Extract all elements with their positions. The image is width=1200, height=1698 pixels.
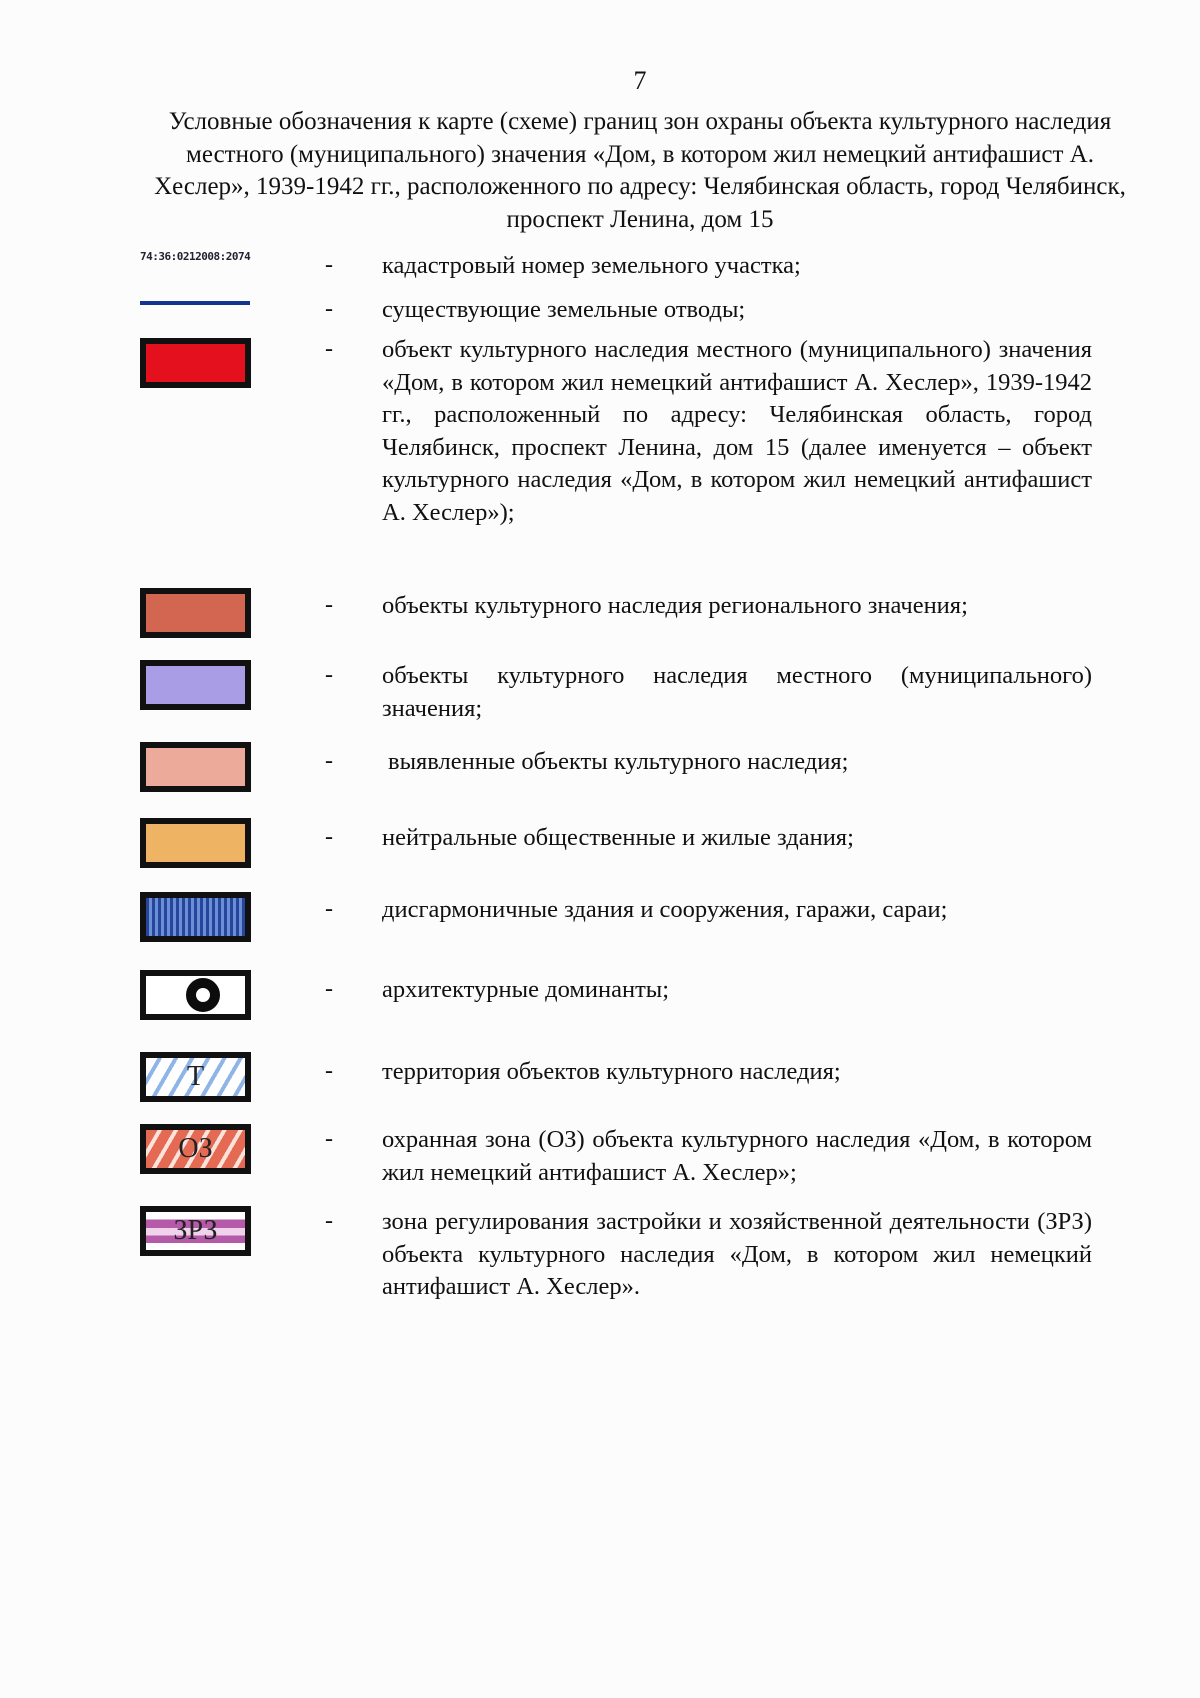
- legend-text-land-allotments: существующие земельные отводы;: [382, 296, 746, 323]
- legend-dash: -: [325, 1126, 333, 1152]
- legend-dash: -: [325, 252, 333, 278]
- legend-text-dominants: архитектурные доминанты;: [382, 976, 670, 1003]
- legend-row-territory: [140, 1052, 1140, 1102]
- revealed-heritage-swatch: [140, 742, 251, 792]
- legend-text-disharmonious: дисгармоничные здания и сооружения, гаражи, сараи;: [382, 896, 948, 923]
- legend-row-disharmonious: [140, 892, 1140, 942]
- legend-dash: -: [325, 748, 333, 774]
- legend-dash: -: [325, 592, 333, 618]
- municipal-heritage-swatch: [140, 660, 251, 710]
- disharmonious-buildings-swatch: [140, 892, 251, 942]
- territory-swatch: [140, 1052, 251, 1102]
- legend-row-dominants: [140, 970, 1140, 1020]
- legend-dash: -: [325, 1058, 333, 1084]
- legend-row-heritage-object: [140, 328, 1140, 526]
- neutral-buildings-swatch: [140, 818, 251, 868]
- legend-text-neutral: нейтральные общественные и жилые здания;: [382, 824, 854, 851]
- legend-text-regional: объекты культурного наследия регионального значения;: [382, 592, 968, 619]
- legend-dash: -: [325, 336, 333, 362]
- legend-dash: -: [325, 976, 333, 1002]
- regulation-zone-swatch: [140, 1206, 251, 1256]
- legend-text-territory: территория объектов культурного наследия;: [382, 1058, 841, 1085]
- territory-label: Т: [186, 1061, 205, 1092]
- legend-text-regulation-zone: зона регулирования застройки и хозяйственной деятельности (ЗРЗ) объекта культурного наследия «Дом, в котором жил немецкий антифашист А. Хеслер».: [382, 1208, 1092, 1300]
- protection-zone-swatch: [140, 1124, 251, 1174]
- legend-dash: -: [325, 662, 333, 688]
- legend-dash: -: [325, 1208, 333, 1234]
- legend-dash: -: [325, 896, 333, 922]
- regulation-zone-label: ЗРЗ: [173, 1215, 218, 1246]
- legend-row-municipal: [140, 656, 1140, 722]
- land-allotment-line-symbol: [140, 301, 250, 305]
- legend-row-neutral: [140, 818, 1140, 868]
- legend-dash: -: [325, 824, 333, 850]
- legend-text-revealed: выявленные объекты культурного наследия;: [388, 748, 849, 775]
- heritage-object-swatch: [140, 338, 251, 388]
- cadastral-number-symbol: 74:36:0212008:2074: [140, 250, 251, 263]
- legend-text-municipal: объекты культурного наследия местного (муниципального) значения;: [382, 662, 1092, 722]
- legend-row-regulation-zone: [140, 1206, 1140, 1300]
- regional-heritage-swatch: [140, 588, 251, 638]
- page-title: Условные обозначения к карте (схеме) границ зон охраны объекта культурного наследия местного (муниципального) значения «Дом, в котором жил немецкий антифашист А. Хеслер», 1939-1942 гг., расположенного по адресу: Челябинская область, город Челябинск, проспект Ленина, дом 15: [154, 108, 1126, 233]
- architectural-dominant-swatch: [140, 970, 251, 1020]
- legend-row-protection-zone: [140, 1122, 1140, 1186]
- legend-text-cadastral: кадастровый номер земельного участка;: [382, 252, 801, 279]
- legend-row-regional: [140, 588, 1140, 638]
- legend-text-heritage-object: объект культурного наследия местного (муниципального) значения «Дом, в котором жил немецкий антифашист А. Хеслер», 1939-1942 гг., расположенный по адресу: Челябинская область, город Челябинск, проспект Ленина, дом 15 (далее именуется – объект культурного наследия «Дом, в котором жил немецкий антифашист А. Хеслер»);: [382, 336, 1092, 526]
- legend-row-revealed: [140, 742, 1140, 792]
- dominant-ring-icon: [186, 978, 220, 1012]
- legend-dash: -: [325, 296, 333, 322]
- page-number: 7: [633, 66, 647, 95]
- legend-text-protection-zone: охранная зона (ОЗ) объекта культурного наследия «Дом, в котором жил немецкий антифашист А. Хеслер»;: [382, 1126, 1092, 1186]
- protection-zone-label: ОЗ: [178, 1133, 213, 1164]
